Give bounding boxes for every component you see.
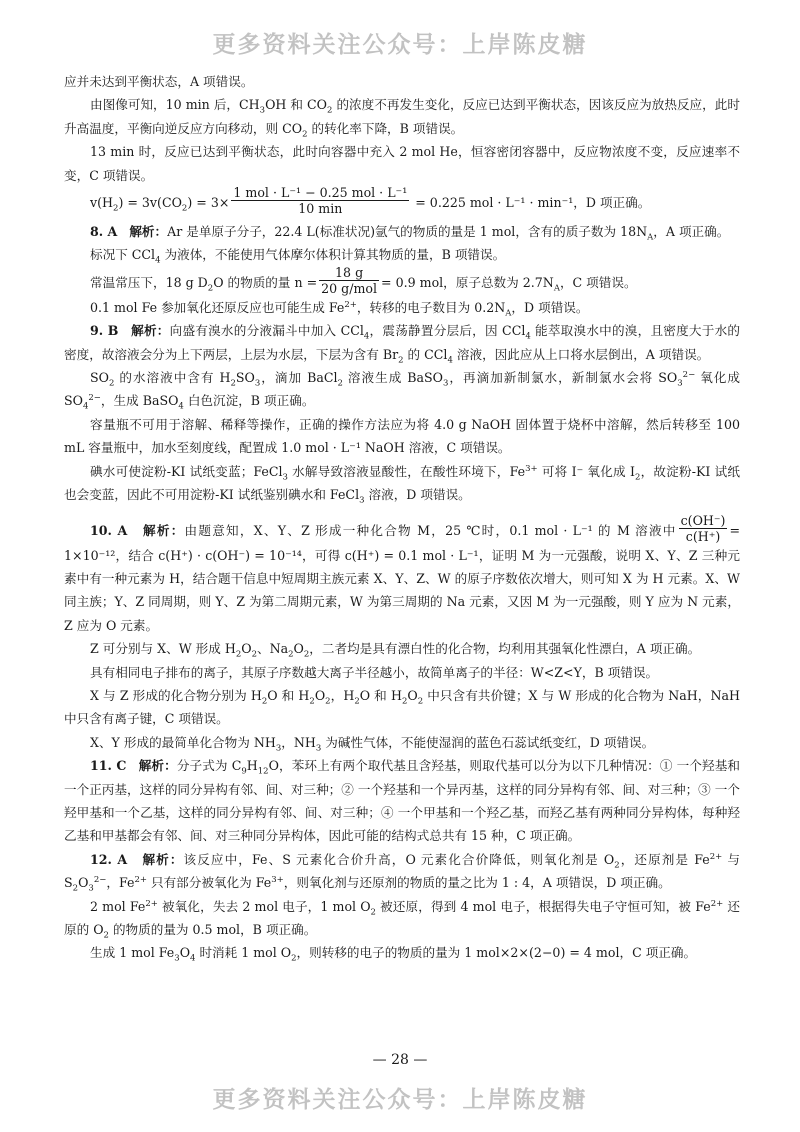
q7-paragraph: 由图像可知，10 min 后，$CH_3OH$ 和 $CO_2$ 的浓度不再发生变化，反应已达到平衡状态，因该反应为放热反应，此时升高温度，平衡向逆反应方向移动，则 $CO_2$ 的转化率下降，B 项错误。 bbox=[64, 97, 740, 140]
q8-number: 8. A bbox=[90, 224, 118, 240]
analysis-label: 解析： bbox=[142, 851, 184, 867]
analysis-label: 解析： bbox=[131, 323, 170, 339]
q10-paragraph: Z 可分别与 X、W 形成 $H_2O_2$、$Na_2O_2$，二者均是具有漂白性的化合物，均利用其强氧化性漂白，A 项正确。 bbox=[90, 641, 701, 660]
analysis-label: 解析： bbox=[143, 522, 185, 538]
watermark-top: 更多资料关注公众号：上岸陈皮糖 bbox=[212, 32, 588, 58]
q11-number: 11. C bbox=[90, 758, 127, 774]
q10-answer: 10. A 解析：由题意知，X、Y、Z 形成一种化合物 M，25 ℃时，0.1 mol · L⁻¹ 的 M 溶液中 $\frac{c(OH^-)}{c(H^+)}$ = 1×10⁻¹²，结合 c(H⁺) · c(OH⁻) = 10⁻¹⁴，可得 c(H⁺) = 0.1 mol · L⁻¹，证明 M 为一元强酸，说明 X、Y、Z 三种元素中有一种元素为 H，结合题干信息中短周期主族元素 X、Y、Z、W 的原子序数依次增大，则可知 X 为 H 元素。X、W 同主族；Y、Z 同周期，则 Y、Z 为第二周期元素，W 为第三周期的 Na 元素，又因 M 为一元强酸，则 Y 应为 N 元素，Z 应为 O 元素。 bbox=[64, 512, 741, 633]
q10-paragraph: 具有相同电子排布的离子，其原子序数越大离子半径越小，故简单离子的半径：W<Z<Y，B 项错误。 bbox=[90, 664, 659, 680]
q9-number: 9. B bbox=[90, 323, 119, 339]
q8-paragraph: 常温常压下，18 g $D_2O$ 的物质的量 n = $\frac{18 g}{\text{20 g/mol}}$ = 0.9 mol，原子总数为 $2.7N_A$，C 项错误。 bbox=[90, 264, 637, 296]
q12-paragraph: 2 mol $Fe^{2+}$ 被氧化，失去 2 mol 电子，1 mol $O_2$ 被还原，得到 4 mol 电子，根据得失电子守恒可知，被 $Fe^{2+}$ 还原的 $O_2$ 的物质的量为 0.5 mol，B 项正确。 bbox=[64, 898, 740, 941]
q9-answer: 9. B 解析：向盛有溴水的分液漏斗中加入 CCl$_4$，震荡静置分层后，因 CCl$_4$ 能萃取溴水中的溴，且密度大于水的密度，故溶液会分为上下两层，上层为水层，下层为含有 $Br_2$ 的 CCl$_4$ 溶液，因此应从上口将水层倒出，A 项错误。 bbox=[64, 323, 740, 366]
q12-paragraph: 生成 1 mol $Fe_3O_4$ 时消耗 1 mol $O_2$，则转移的电子的物质的量为 1 mol×2×(2−0) = 4 mol，C 项正确。 bbox=[90, 945, 697, 964]
q9-paragraph: 容量瓶不可用于溶解、稀释等操作，正确的操作方法应为将 4.0 g NaOH 固体置于烧杯中溶解，然后转移至 100 mL 容量瓶中，加水至刻度线，配置成 1.0 mol · L⁻¹ NaOH 溶液，C 项错误。 bbox=[64, 416, 740, 456]
q12-number: 12. A bbox=[90, 851, 128, 867]
q8-paragraph: 标况下 CCl$_4$ 为液体，不能使用气体摩尔体积计算其物质的量，B 项错误。 bbox=[90, 247, 506, 266]
document-body bbox=[64, 70, 740, 965]
q10-paragraph: X 与 Z 形成的化合物分别为 $H_2O$ 和 $H_2O_2$，$H_2O$ 和 $H_2O_2$ 中只含有共价键；X 与 W 形成的化合物为 NaH，NaH 中只含有离子键，C 项错误。 bbox=[64, 687, 740, 727]
q8-answer: 8. A 解析：Ar 是单原子分子，22.4 L(标准状况)氩气的物质的量是 1 mol，含有的质子数为 $18N_A$，A 项正确。 bbox=[90, 224, 730, 243]
watermark-bottom: 更多资料关注公众号：上岸陈皮糖 bbox=[212, 1087, 588, 1113]
q7-paragraph: 13 min 时，反应已达到平衡状态，此时向容器中充入 2 mol He，恒容密闭容器中，反应物浓度不变，反应速率不变，C 项错误。 bbox=[64, 144, 740, 183]
q7-equation: $v(H_2) = 3v(CO_2) = 3\times$ $\frac{\text{1 mol · L⁻¹ − 0.25 mol · L⁻¹}}{10 \min}$ = 0.225 mol · L⁻¹ · min⁻¹，D 项正确。 bbox=[90, 185, 651, 217]
q12-answer: 12. A 解析：该反应中，Fe、S 元素化合价升高，O 元素化合价降低，则氧化剂是 $O_2$，还原剂是 $Fe^{2+}$ 与 $S_2O_3^{2-}$，$Fe^{2+}$ 只有部分被氧化为 $Fe^{3+}$，则氧化剂与还原剂的物质的量之比为 1 : 4，A 项错误，D 项正确。 bbox=[64, 851, 740, 894]
ion-ratio-fraction: $\frac{c(OH^-)}{c(H^+)}$ bbox=[680, 512, 726, 544]
q10-number: 10. A bbox=[90, 522, 128, 538]
q7-paragraph: 应并未达到平衡状态，A 项错误。 bbox=[64, 74, 254, 89]
analysis-label: 解析： bbox=[129, 224, 168, 240]
q11-answer: 11. C 解析：分子式为 $C_9H_{12}O$，苯环上有两个取代基且含羟基，则取代基可以分为以下几种情况：① 一个羟基和一个正丙基，这样的同分异构有邻、间、对三种；② 一个羟基和一个异丙基，这样的同分异构有邻、间、对三种；③ 一个羟甲基和一个乙基，这样的同分异构有邻、间、对三种；④ 一个甲基和一个羟乙基，而羟乙基有两种同分异构体，每种羟乙基和甲基都会有邻、间、对三种同分异构体，因此可能的结构式总共有 15 种，C 项正确。 bbox=[64, 758, 741, 844]
q10-paragraph: X、Y 形成的最简单化合物为 $NH_3$，$NH_3$ 为碱性气体，不能使湿润的蓝色石蕊试纸变红，D 项错误。 bbox=[90, 734, 655, 754]
analysis-label: 解析： bbox=[138, 758, 177, 774]
q9-paragraph: $SO_2$ 的水溶液中含有 $H_2SO_3$，滴加 BaCl$_2$ 溶液生成 BaSO$_3$，再滴加新制氯水，新制氯水会将 $SO_3^{2-}$ 氧化成 $SO_4^{2-}$，生成 BaSO$_4$ 白色沉淀，B 项正确。 bbox=[64, 369, 740, 412]
q8-paragraph: 0.1 mol Fe 参加氧化还原反应也可能生成 $Fe^{2+}$，转移的电子数目为 $0.2N_A$，D 项错误。 bbox=[90, 299, 589, 319]
moles-fraction: $\frac{18 g}{\text{20 g/mol}}$ bbox=[321, 264, 378, 296]
rate-fraction: $\frac{\text{1 mol · L⁻¹ − 0.25 mol · L⁻¹}}{10 \min}$ bbox=[233, 185, 408, 217]
page-number: — 28 — bbox=[372, 1052, 428, 1068]
q9-paragraph: 碘水可使淀粉-KI 试纸变蓝；FeCl$_3$ 水解导致溶液显酸性，在酸性环境下，$Fe^{3+}$ 可将 I⁻ 氧化成 $I_2$，故淀粉-KI 试纸也会变蓝，因此不可用淀粉-KI 试纸鉴别碘水和 FeCl$_3$ 溶液，D 项错误。 bbox=[64, 463, 740, 506]
